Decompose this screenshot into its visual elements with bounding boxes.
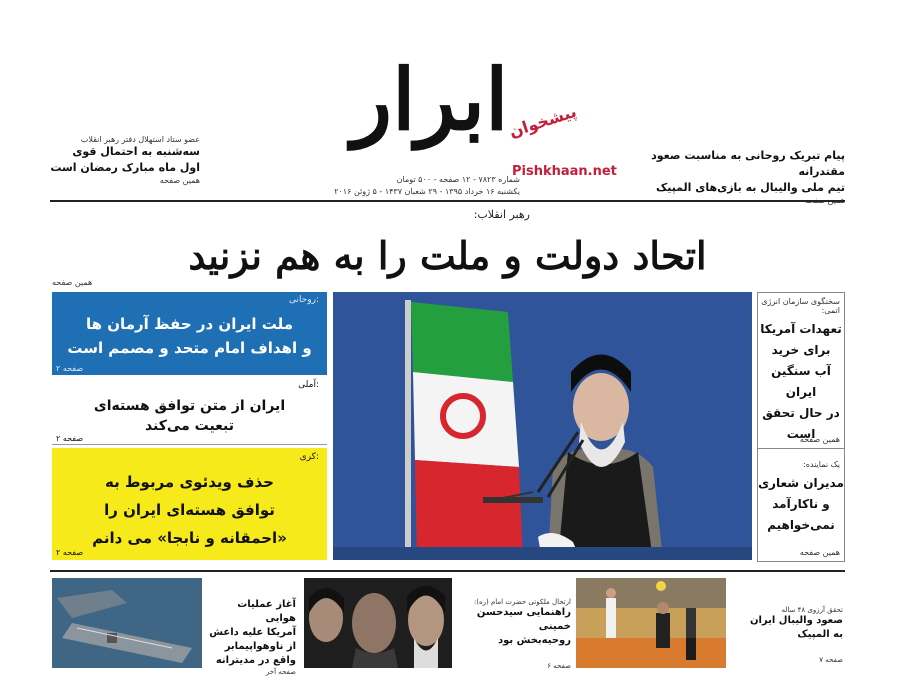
headline-line: از ناوهواپیمابر <box>224 641 296 652</box>
box-label: ارتحال ملکوتی حضرت امام (ره): <box>473 598 571 606</box>
portraits-photo[interactable] <box>304 578 452 668</box>
headline-line: آغاز عملیات هوایی <box>237 599 296 624</box>
story-airstrikes[interactable] <box>206 598 296 676</box>
headline-line: تعهدات آمریکا <box>760 322 842 336</box>
teaser-label: عضو ستاد استهلال دفتر رهبر انقلاب <box>80 135 200 144</box>
box-label: یک نماینده: <box>803 460 840 469</box>
main-photo[interactable] <box>333 292 752 560</box>
leader-speech-illustration <box>333 292 752 560</box>
page-reference: صفحه ۶ <box>547 662 571 670</box>
headline-line: صعود والیبال ایران <box>749 615 843 626</box>
headline-line: مدیران شعاری <box>758 476 844 490</box>
page-reference: صفحه ۲ <box>56 548 84 557</box>
portraits-illustration <box>304 578 452 668</box>
pishkhaan-url: Pishkhaan.net <box>512 164 617 179</box>
box-headline <box>62 396 317 436</box>
headline-kicker: رهبر انقلاب: <box>473 208 530 221</box>
story-heavy-water[interactable] <box>758 293 844 449</box>
volleyball-illustration <box>576 578 726 668</box>
story-box-amoli[interactable] <box>52 378 327 445</box>
teaser-line: تیم ملی والیبال به بازی‌های المپیک <box>655 181 845 194</box>
teaser-line: سه‌شنبه به احتمال قوی <box>72 145 200 158</box>
box-headline <box>62 312 317 360</box>
box-headline <box>758 319 844 445</box>
headline-line: آمریکا علیه داعش <box>209 627 296 638</box>
top-left-teaser[interactable] <box>50 135 200 185</box>
teaser-line: پیام تبریک روحانی به مناسبت صعود مقتدرانه <box>651 149 845 178</box>
story-volleyball[interactable] <box>730 606 843 664</box>
aircraft-carrier-illustration <box>52 578 202 668</box>
masthead-divider <box>50 200 845 202</box>
carrier-photo[interactable] <box>52 578 202 668</box>
page-reference: همین صفحه <box>799 548 840 557</box>
page-reference: همین صفحه <box>799 435 840 444</box>
issue-info: شماره ۷۸۲۳ - ۱۲ صفحه - ۵۰۰ تومان <box>396 175 520 184</box>
newspaper-logo: ابرار <box>351 50 509 149</box>
headline-line: ملت ایران در حفظ آرمان ها <box>86 315 293 333</box>
box-label: سخنگوی سازمان انرژی اتمی: <box>761 297 840 315</box>
headline-line: و ناکارآمد <box>772 497 830 511</box>
headline-line: توافق هسته‌ای ایران را <box>104 501 275 519</box>
page-reference: همین صفحه <box>52 278 93 287</box>
box-headline <box>62 468 317 552</box>
headline-line: در حال تحقق <box>762 406 840 420</box>
headline-line: است <box>786 427 816 441</box>
headline-line: برای خرید <box>771 343 831 357</box>
headline-line: به المپیک <box>797 629 843 640</box>
box-label: روحانی: <box>288 295 319 305</box>
headline-line: «احمقانه و نابجا» می دانم <box>92 529 287 547</box>
headline-line: تبعیت می‌کند <box>144 418 235 434</box>
headline-line: واقع در مدیترانه <box>215 655 296 666</box>
box-label: آملی: <box>298 380 319 390</box>
story-box-rouhani[interactable] <box>52 292 327 375</box>
page-reference: صفحه ۲ <box>56 434 84 443</box>
headline-line: ایران از متن توافق هسته‌ای <box>93 398 286 414</box>
box-headline <box>758 473 844 536</box>
top-right-teaser[interactable] <box>640 148 845 205</box>
headline-line: نمی‌خواهیم <box>767 518 835 532</box>
page-reference: همین صفحه <box>159 176 200 185</box>
headline-line: روحیه‌بخش بود <box>497 635 571 646</box>
story-box-kerry[interactable] <box>52 448 327 560</box>
box-label: کری: <box>299 452 319 462</box>
story-khomeini[interactable] <box>456 598 571 670</box>
bottom-divider <box>50 570 845 572</box>
right-column <box>757 292 845 562</box>
volleyball-photo[interactable] <box>576 578 726 668</box>
headline-line: راهنمایی سیدحسن خمینی <box>476 607 571 632</box>
headline-line: حذف ویدئوی مربوط به <box>105 473 274 491</box>
page-reference: صفحه آخر <box>265 668 296 676</box>
teaser-line: اول ماه مبارک رمضان است <box>50 161 200 174</box>
headline-line: و اهداف امام متحد و مصمم است <box>67 339 312 357</box>
main-headline[interactable]: اتحاد دولت و ملت را به هم نزنید <box>188 233 707 278</box>
page-reference: صفحه ۷ <box>819 656 843 664</box>
date-info: یکشنبه ۱۶ خرداد ۱۳۹۵ - ۲۹ شعبان ۱۴۳۷ - ۵ ژوئن ۲۰۱۶ <box>334 187 520 196</box>
page-reference: صفحه ۲ <box>56 364 84 373</box>
pishkhaan-watermark: پیشخوان <box>506 101 579 142</box>
story-managers[interactable] <box>758 458 844 561</box>
box-label: تحقق آرزوی ۴۸ ساله <box>781 606 843 614</box>
headline-line: آب سنگین ایران <box>771 364 831 399</box>
